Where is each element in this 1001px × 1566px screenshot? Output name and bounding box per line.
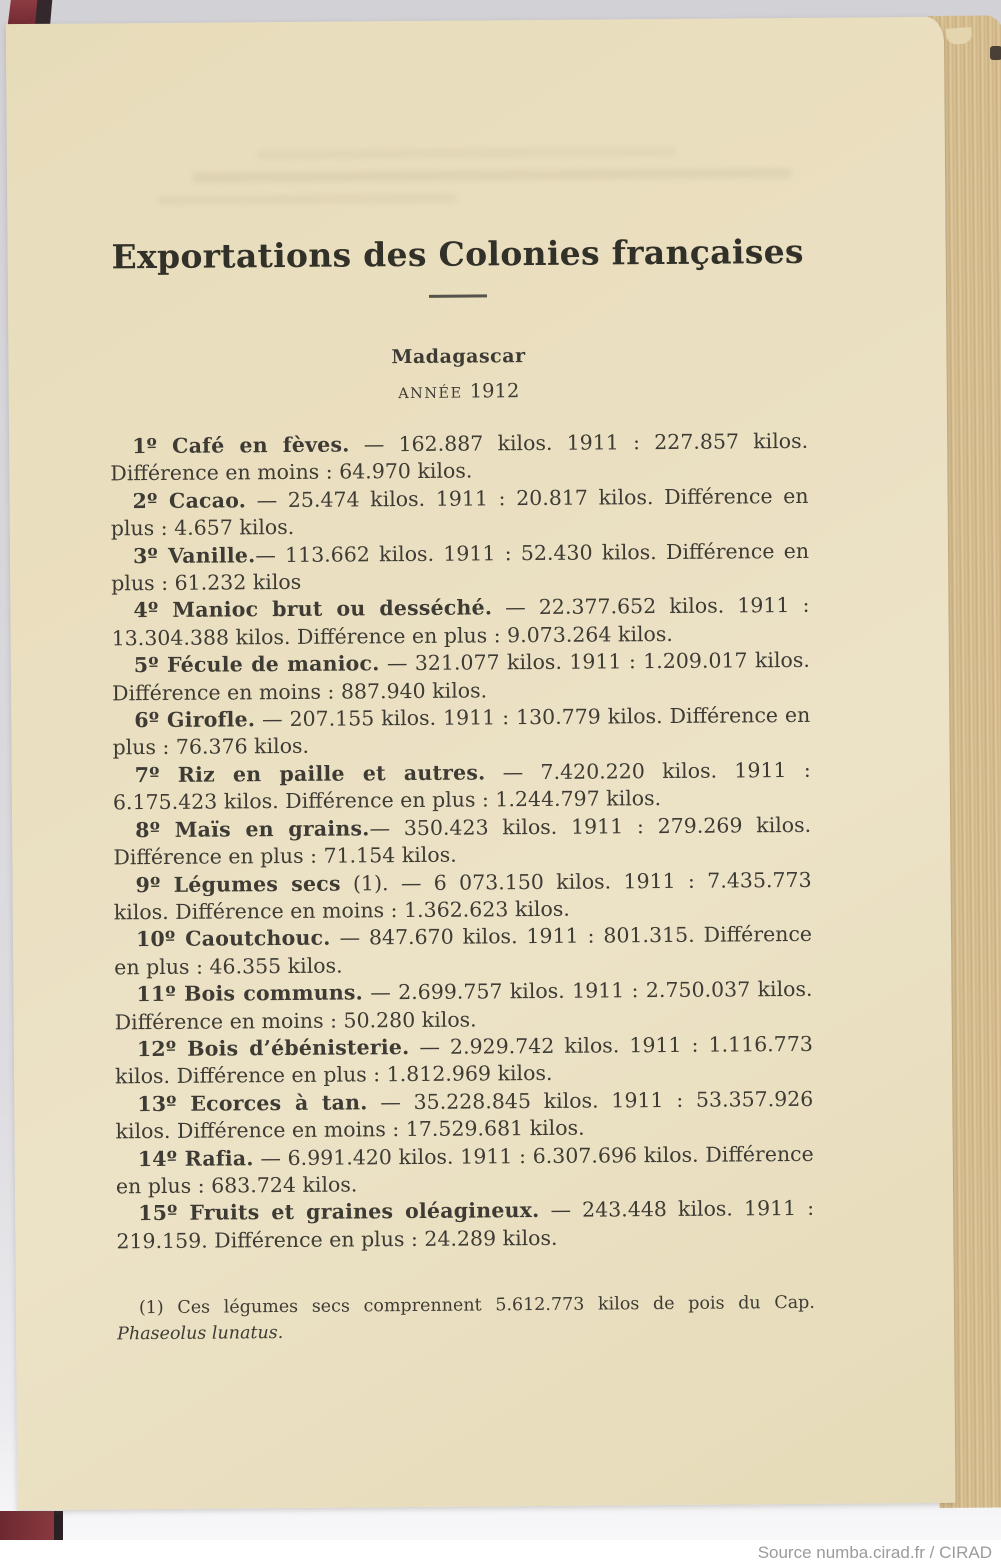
item-number: 13º [137,1091,191,1116]
export-item [114,921,812,981]
item-name: Bois communs. [183,980,364,1006]
item-name: Fruits et graines oléagineux. [189,1198,540,1226]
region-heading: Madagascar [391,345,526,369]
item-number: 12º [136,1036,188,1062]
item-name: Manioc brut ou desséché. [172,595,493,623]
item-name: Légumes secs [173,871,341,897]
item-number: 5º [133,653,168,678]
footnote [117,1290,815,1347]
item-name: Bois d’ébénisterie. [187,1034,410,1061]
item-number: 15º [138,1201,190,1226]
item-number: 14º [137,1146,185,1171]
item-details: — 7.420.220 kilos. 1911 : 6.175.423 kilos. Différence en plus : 1.244.797 kilos. [112,757,811,815]
item-details: — 321.077 kilos. 1911 : 1.209.017 kilos. Différence en moins : 887.940 kilos. [112,648,810,705]
export-item [115,1086,813,1146]
item-details: — 2.699.757 kilos. 1911 : 2.750.037 kilos. Différence en moins : 50.280 kilos. [114,976,813,1034]
export-item [113,757,811,817]
item-name: Maïs en grains. [174,816,370,842]
item-number: 6º [134,707,168,733]
year-value: 1912 [469,379,520,403]
item-details: — 243.448 kilos. 1911 : 219.159. Différence en plus : 24.289 kilos. [116,1196,815,1254]
export-item [113,812,811,872]
book-page [6,17,956,1510]
item-details: — 847.670 kilos. 1911 : 801.315. Différence en plus : 46.355 kilos. [114,922,813,980]
export-item [110,483,808,543]
export-list [110,428,814,1256]
export-item [114,866,812,926]
export-item [112,702,810,762]
item-details: (1). — 6 073.150 kilos. 1911 : 7.435.773 kilos. Différence en moins : 1.362.623 kilos. [113,867,812,925]
item-number: 3º [132,543,169,568]
export-item [112,647,810,707]
export-item [116,1195,814,1255]
watermark-strip [0,1540,1001,1566]
export-item [110,428,808,488]
item-name: Café en fèves. [172,432,350,458]
item-details: — 35.228.845 kilos. 1911 : 53.357.926 kilos. Différence en moins : 17.529.681 kilos. [115,1086,814,1144]
binding-notch [990,46,1001,60]
footnote-species-name: Phaseolus lunatus. [117,1323,284,1345]
footnote-marker: (1) [138,1298,178,1319]
item-number: 2º [132,488,170,513]
item-details: — 2.929.742 kilos. 1911 : 1.116.773 kilos. Différence en plus : 1.812.969 kilos. [115,1031,813,1089]
item-name: Girofle. [166,707,256,732]
year-label: ANNÉE [398,385,463,403]
export-item [111,592,809,652]
title-divider-rule [429,294,487,297]
item-name: Riz en paille et autres. [177,760,486,787]
source-watermark: Source numba.cirad.fr / CIRAD [757,1543,992,1562]
export-item [111,537,809,597]
item-number: 9º [135,872,174,897]
page-title: Exportations des Colonies françaises [111,231,804,277]
item-details: — 207.155 kilos. 1911 : 130.779 kilos. Différence en plus : 76.376 kilos. [112,702,811,760]
item-number: 11º [136,981,185,1007]
item-details: — 25.474 kilos. 1911 : 20.817 kilos. Différence en plus : 4.657 kilos. [110,483,809,541]
item-details: — 6.991.420 kilos. 1911 : 6.307.696 kilos. Différence en plus : 683.724 kilos. [115,1141,814,1199]
item-details: — 162.887 kilos. 1911 : 227.857 kilos. Différence en moins : 64.970 kilos. [110,428,809,486]
item-number: 7º [134,762,178,788]
item-name: Rafia. [184,1145,254,1171]
item-number: 10º [135,927,186,952]
item-number: 1º [132,433,173,459]
year-heading [110,377,808,405]
item-name: Ecorces à tan. [190,1090,368,1116]
item-name: Vanille. [167,542,256,568]
footnote-text: Ces légumes secs comprennent 5.612.773 kilos de pois du Cap. [177,1293,815,1319]
item-name: Cacao. [168,488,247,513]
book-cover-corner-bottom-edge [54,1511,63,1542]
item-number: 4º [133,598,173,623]
item-details: — 113.662 kilos. 1911 : 52.430 kilos. Différence en plus : 61.232 kilos [111,538,810,596]
item-details: — 22.377.652 kilos. 1911 : 13.304.388 kilos. Différence en plus : 9.073.264 kilos. [111,593,810,651]
export-item [114,976,812,1036]
export-item [116,1140,814,1200]
item-name: Fécule de manioc. [166,651,380,678]
export-item [115,1031,813,1091]
item-details: — 350.423 kilos. 1911 : 279.269 kilos. Différence en plus : 71.154 kilos. [113,812,812,870]
book-cover-corner-bottom [0,1511,56,1542]
page-content [107,18,815,1348]
item-number: 8º [135,817,175,842]
item-name: Caoutchouc. [185,925,331,952]
